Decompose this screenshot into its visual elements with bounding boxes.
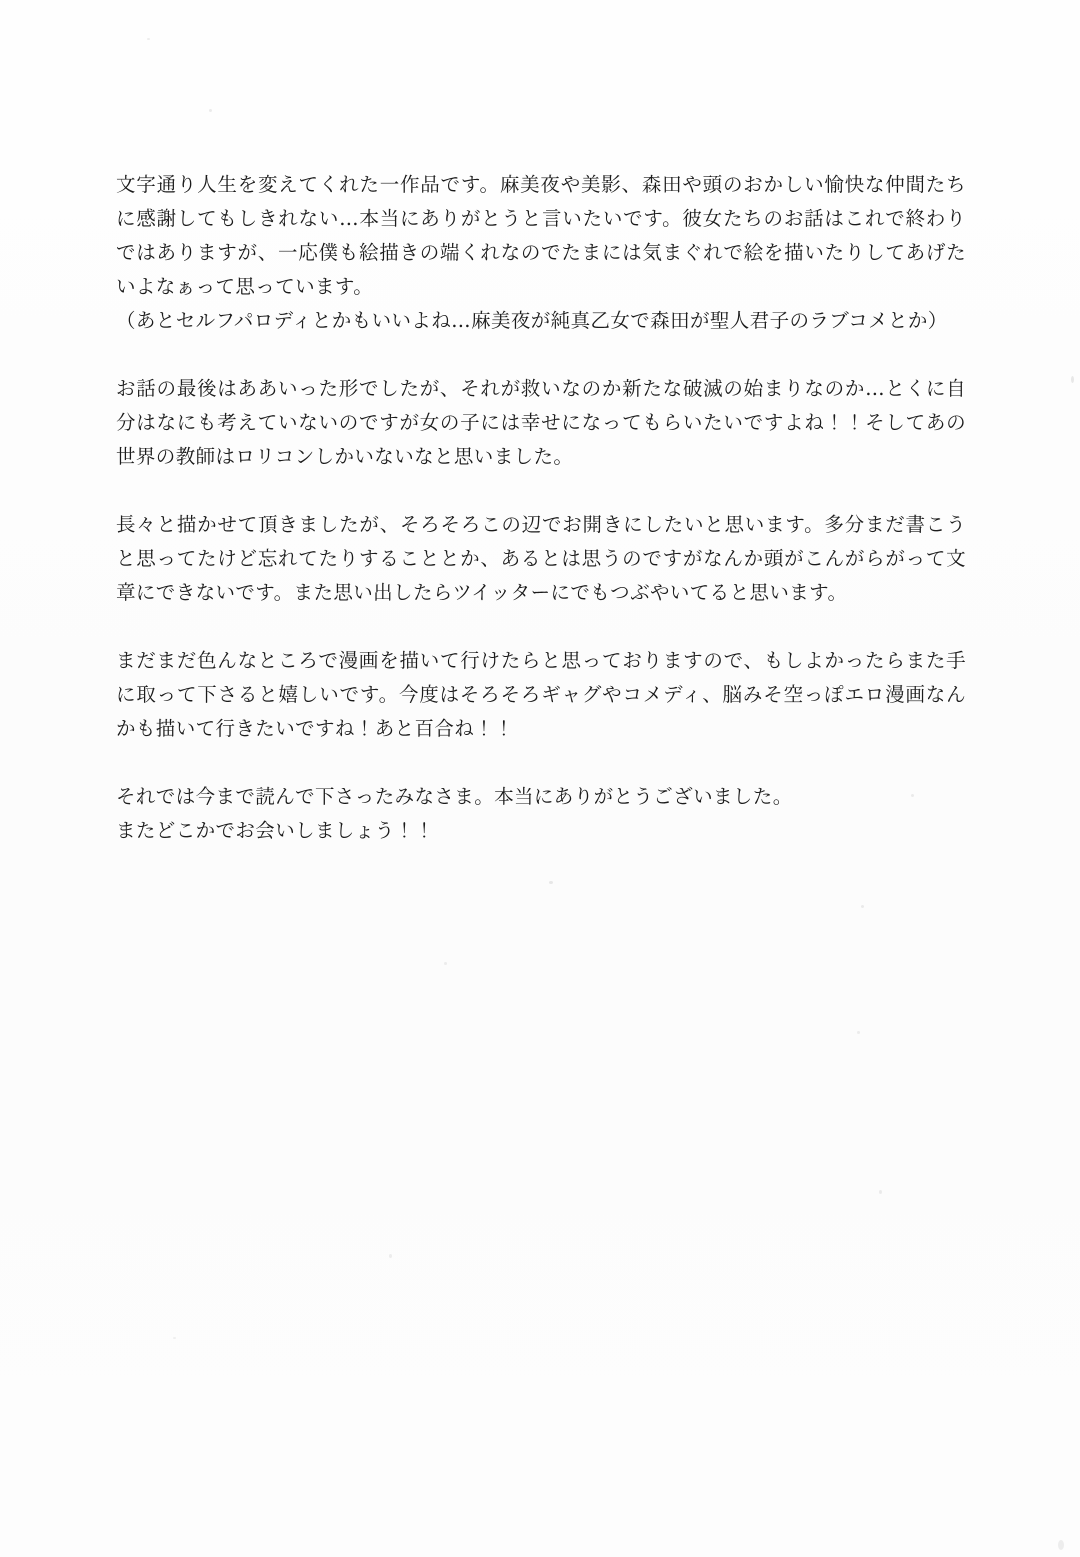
scan-speck [1058, 1540, 1064, 1550]
afterword-paragraph-parenthetical: （あとセルフパロディとかもいいよね…麻美夜が純真乙女で森田が聖人君子のラブコメとか） [116, 309, 948, 332]
afterword-paragraph: 長々と描かせて頂きましたが、そろそろこの辺でお開きにしたいと思います。多分まだ書こうと思ってたけど忘れてたりすることとか、あるとは思うのですがなんか頭がこんがらがって文章にできないです。また思い出したらツイッターにでもつぶやいてると思います。 [116, 513, 966, 604]
scan-speck [857, 1031, 860, 1034]
scan-speck [1071, 376, 1074, 383]
afterword-paragraph: まだまだ色んなところで漫画を描いて行けたらと思っておりますので、もしよかったらまた手に取って下さると嬉しいです。今度はそろそろギャグやコメディ、脳みそ空っぽエロ漫画なんかも描いて行きたいですね！あと百合ね！！ [116, 649, 966, 740]
scan-speck [549, 881, 553, 884]
scan-speck [861, 905, 864, 908]
afterword-paragraph-thanks: それでは今まで読んで下さったみなさま。本当にありがとうございました。 [116, 785, 793, 808]
scan-speck [173, 1337, 176, 1339]
scan-speck [209, 109, 212, 112]
afterword-paragraph: お話の最後はああいった形でしたが、それが救いなのか新たな破滅の始まりなのか…とくに自分はなにも考えていないのですが女の子には幸せになってもらいたいですよね！！そしてあの世界の教師はロリコンしかいないなと思いました。 [116, 377, 966, 468]
afterword-paragraph-farewell: またどこかでお会いしましょう！！ [116, 819, 435, 842]
scan-speck [911, 794, 914, 797]
scan-speck [444, 962, 447, 965]
scan-speck [879, 1190, 882, 1194]
afterword-text-block [116, 168, 966, 848]
scan-speck [389, 1254, 392, 1258]
afterword-paragraph: 文字通り人生を変えてくれた一作品です。麻美夜や美影、森田や頭のおかしい愉快な仲間たちに感謝してもしきれない…本当にありがとうと言いたいです。彼女たちのお話はこれで終わりではありますが、一応僕も絵描きの端くれなのでたまには気まぐれで絵を描いたりしてあげたいよなぁって思っています。 [116, 173, 966, 298]
scan-speck [147, 38, 150, 40]
